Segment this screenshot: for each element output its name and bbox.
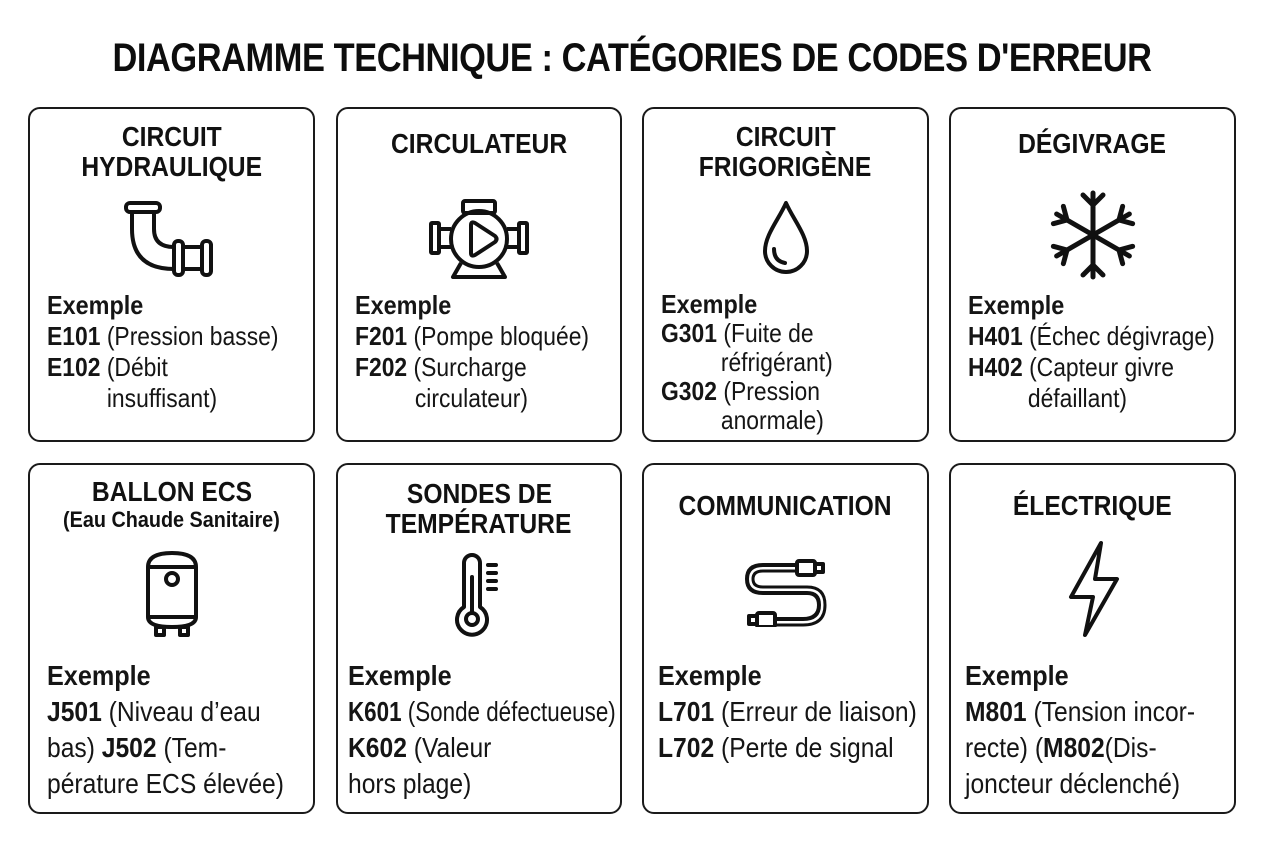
card-examples <box>661 290 921 435</box>
error-description: (Dis- <box>1104 732 1157 763</box>
error-description: (Surcharge <box>413 352 527 382</box>
error-description: (Tem- <box>156 732 227 763</box>
example-label: Exemple <box>661 289 758 319</box>
error-description: (Fuite de <box>723 318 814 348</box>
example-label: Exemple <box>355 290 452 320</box>
card-heading <box>30 122 313 182</box>
error-description-cont: défaillant) <box>1027 383 1128 413</box>
error-code-line <box>47 694 276 730</box>
card-heading <box>951 129 1234 159</box>
error-description: (Valeur <box>406 732 492 763</box>
error-code-line <box>348 694 616 730</box>
error-code: K602 <box>348 732 407 763</box>
error-description: (Pression basse) <box>106 321 279 351</box>
error-description: (Pompe bloquée) <box>413 321 590 351</box>
card-heading <box>30 477 313 533</box>
error-code: E101 <box>47 321 101 351</box>
lightning-bolt-icon <box>1063 539 1123 639</box>
error-code-line <box>658 694 917 730</box>
subheading-text: (Eau Chaude Sanitaire) <box>63 507 280 532</box>
error-code-line <box>661 377 890 406</box>
error-code-line <box>355 352 583 383</box>
example-label: Exemple <box>47 290 144 320</box>
droplet-icon <box>761 199 811 279</box>
error-description-cont: insuffisant) <box>106 383 218 413</box>
error-description: recte) ( <box>965 732 1044 763</box>
card-examples <box>965 658 1228 802</box>
error-description-cont: anormale) <box>720 405 824 435</box>
error-description-cont: circulateur) <box>414 383 529 413</box>
error-code-line <box>47 352 276 383</box>
example-label: Exemple <box>968 290 1065 320</box>
water-heater-icon <box>144 549 200 637</box>
error-description: (Niveau d’eau <box>101 696 261 727</box>
card-electrique <box>949 463 1236 814</box>
thermometer-icon <box>454 551 504 637</box>
error-code: M801 <box>965 696 1027 727</box>
heading-line: CIRCUIT <box>735 121 836 152</box>
error-description: (Perte de signal <box>714 732 894 763</box>
card-communication <box>642 463 929 814</box>
card-examples <box>355 290 614 414</box>
error-code: J502 <box>101 732 157 763</box>
card-degivrage <box>949 107 1236 442</box>
example-label: Exemple <box>47 660 151 691</box>
card-sondes-temperature <box>336 463 622 814</box>
card-examples <box>47 658 307 802</box>
error-code-line <box>968 321 1215 352</box>
error-code: G302 <box>661 376 717 406</box>
error-code-line <box>355 321 590 352</box>
error-code-line <box>965 730 1196 766</box>
error-code: M802 <box>1043 732 1105 763</box>
heading-line: SONDES DE <box>406 478 552 509</box>
card-heading <box>951 491 1234 521</box>
error-description: (Sonde défectueuse) <box>401 696 616 727</box>
snowflake-icon <box>1048 189 1138 281</box>
error-code-line <box>965 694 1196 730</box>
example-label: Exemple <box>658 660 762 691</box>
card-subheading <box>30 507 313 533</box>
error-description-cont: réfrigérant) <box>720 347 833 377</box>
error-description-cont: joncteur déclenché) <box>965 768 1181 799</box>
heading-line: TEMPÉRATURE <box>386 508 572 539</box>
error-code-line <box>661 319 890 348</box>
card-heading <box>338 479 620 539</box>
error-code-line <box>348 730 582 766</box>
heading-line: CIRCUIT <box>121 121 222 152</box>
error-code: K601 <box>348 696 402 727</box>
error-code: G301 <box>661 318 717 348</box>
card-heading <box>644 491 927 521</box>
error-description-cont: hors plage) <box>348 768 472 799</box>
error-description: (Échec dégivrage) <box>1029 321 1215 351</box>
card-circuit-hydraulique <box>28 107 315 442</box>
pump-icon <box>427 197 531 281</box>
example-label: Exemple <box>965 660 1069 691</box>
error-code-line <box>47 321 279 352</box>
error-description: bas) <box>47 732 102 763</box>
error-description: (Tension incor- <box>1026 696 1196 727</box>
heading-line: CIRCULATEUR <box>390 128 568 159</box>
error-code: J501 <box>47 696 102 727</box>
card-ballon-ecs <box>28 463 315 814</box>
error-code-line <box>968 352 1197 383</box>
cable-icon <box>743 557 829 627</box>
error-code: H401 <box>968 321 1023 351</box>
card-examples <box>348 658 614 802</box>
card-examples <box>47 290 307 414</box>
error-code: L702 <box>658 732 715 763</box>
page-title: DIAGRAMME TECHNIQUE : CATÉGORIES DE CODES D'ERREUR <box>112 36 1152 80</box>
card-examples <box>658 658 921 766</box>
error-code: L701 <box>658 696 715 727</box>
heading-line: ÉLECTRIQUE <box>1013 490 1172 521</box>
heading-line: HYDRAULIQUE <box>81 151 262 182</box>
error-code: F201 <box>355 321 408 351</box>
error-code-line <box>658 730 894 766</box>
pipe-elbow-icon <box>122 199 222 279</box>
heading-line: DÉGIVRAGE <box>1018 128 1167 159</box>
error-code-line <box>47 730 276 766</box>
card-heading <box>644 122 927 182</box>
heading-line: BALLON ECS <box>91 476 252 507</box>
card-heading <box>338 129 620 159</box>
card-circulateur <box>336 107 622 442</box>
error-description-cont: pérature ECS élevée) <box>47 768 284 799</box>
heading-line: COMMUNICATION <box>678 490 893 521</box>
example-label: Exemple <box>348 660 452 691</box>
error-code: H402 <box>968 352 1023 382</box>
error-code: E102 <box>47 352 101 382</box>
heading-line: FRIGORIGÈNE <box>699 151 872 182</box>
error-description: (Pression <box>723 376 820 406</box>
error-code: F202 <box>355 352 408 382</box>
error-description: (Capteur givre <box>1029 352 1175 382</box>
card-circuit-frigorigene <box>642 107 929 442</box>
error-description: (Débit <box>106 352 168 382</box>
card-examples <box>968 290 1228 414</box>
error-description: (Erreur de liaison) <box>714 696 917 727</box>
